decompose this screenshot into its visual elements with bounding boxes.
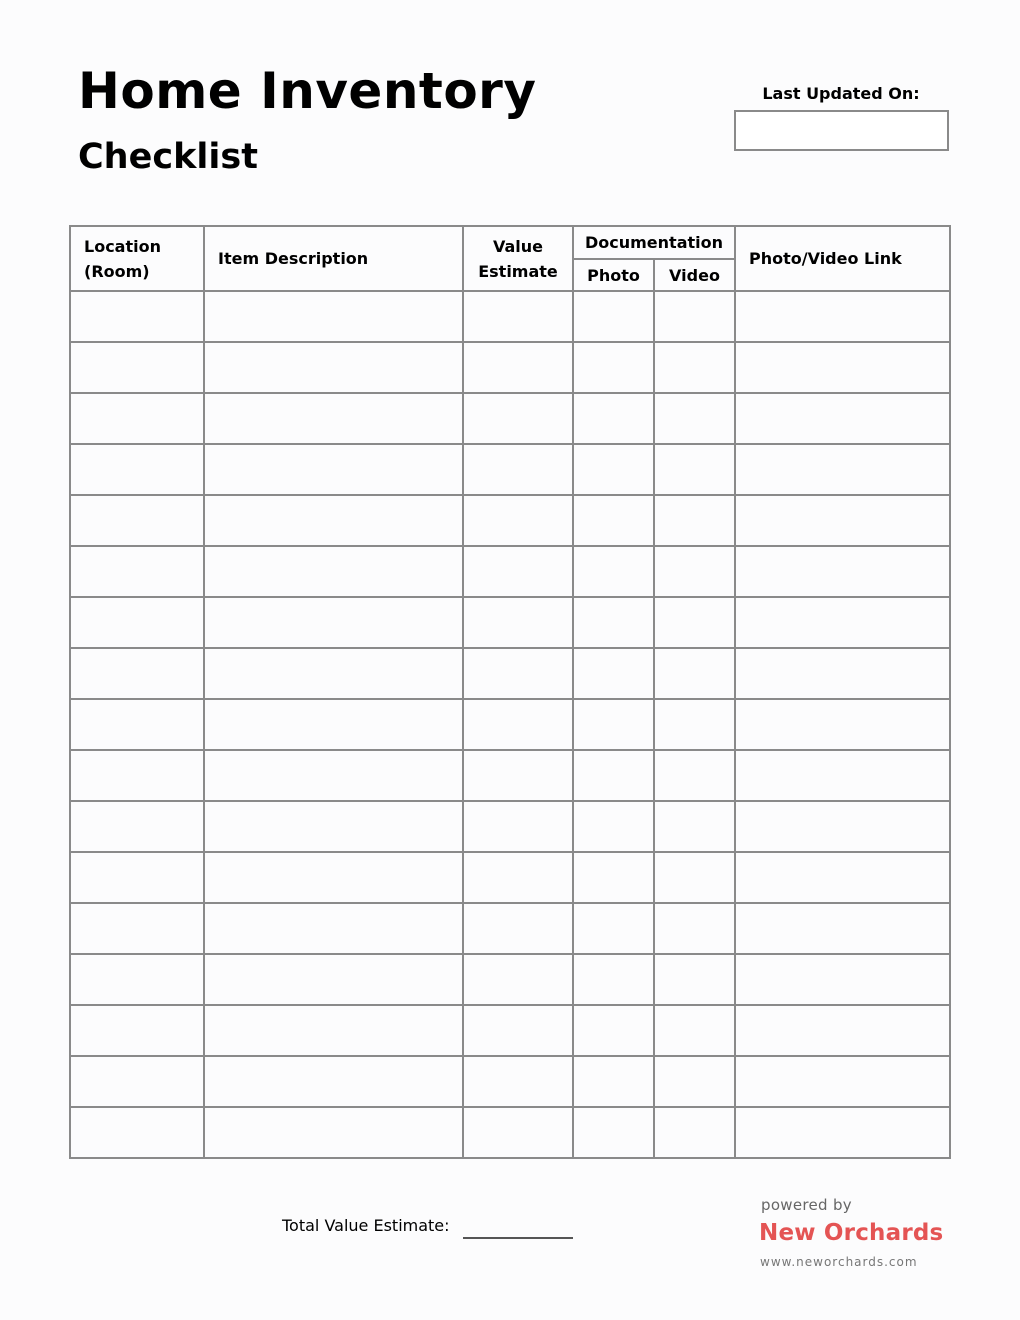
table-row: [70, 291, 950, 342]
cell-photo[interactable]: [573, 444, 654, 495]
cell-location[interactable]: [70, 801, 204, 852]
table-row: [70, 597, 950, 648]
cell-value[interactable]: [463, 648, 573, 699]
column-header-photo-video-link: Photo/Video Link: [735, 226, 950, 291]
cell-location[interactable]: [70, 291, 204, 342]
cell-link[interactable]: [735, 1107, 950, 1158]
cell-video[interactable]: [654, 648, 735, 699]
cell-value[interactable]: [463, 1107, 573, 1158]
table-row: [70, 801, 950, 852]
cell-item[interactable]: [204, 393, 463, 444]
cell-video[interactable]: [654, 1107, 735, 1158]
cell-link[interactable]: [735, 393, 950, 444]
cell-location[interactable]: [70, 648, 204, 699]
column-header-video: Video: [654, 259, 735, 291]
cell-location[interactable]: [70, 393, 204, 444]
cell-value[interactable]: [463, 546, 573, 597]
table-row: [70, 954, 950, 1005]
table-row: [70, 903, 950, 954]
table-header: [70, 226, 950, 291]
column-header-location: [70, 226, 204, 291]
cell-video[interactable]: [654, 546, 735, 597]
cell-value[interactable]: [463, 444, 573, 495]
website-url: www.neworchards.com: [760, 1255, 918, 1269]
cell-item[interactable]: [204, 597, 463, 648]
cell-photo[interactable]: [573, 1056, 654, 1107]
table-row: [70, 1056, 950, 1107]
brand-logo: New Orchards: [759, 1220, 944, 1246]
cell-link[interactable]: [735, 699, 950, 750]
cell-location[interactable]: [70, 852, 204, 903]
cell-location[interactable]: [70, 597, 204, 648]
table-row: [70, 648, 950, 699]
table-row: [70, 1005, 950, 1056]
cell-location[interactable]: [70, 954, 204, 1005]
cell-item[interactable]: [204, 750, 463, 801]
column-header-value-line2: Estimate: [478, 261, 558, 281]
cell-photo[interactable]: [573, 801, 654, 852]
cell-value[interactable]: [463, 393, 573, 444]
table-row: [70, 1107, 950, 1158]
cell-photo[interactable]: [573, 699, 654, 750]
cell-video[interactable]: [654, 852, 735, 903]
last-updated-label: Last Updated On:: [762, 84, 920, 103]
table-body: [70, 291, 950, 1158]
total-value-label: Total Value Estimate:: [282, 1216, 450, 1235]
cell-location[interactable]: [70, 342, 204, 393]
cell-value[interactable]: [463, 597, 573, 648]
cell-value[interactable]: [463, 291, 573, 342]
cell-item[interactable]: [204, 444, 463, 495]
column-header-location-line1: Location: [84, 236, 161, 256]
table-row: [70, 342, 950, 393]
cell-video[interactable]: [654, 1056, 735, 1107]
table-row: [70, 444, 950, 495]
cell-photo[interactable]: [573, 1005, 654, 1056]
cell-location[interactable]: [70, 444, 204, 495]
cell-item[interactable]: [204, 801, 463, 852]
cell-link[interactable]: [735, 903, 950, 954]
cell-link[interactable]: [735, 342, 950, 393]
cell-location[interactable]: [70, 546, 204, 597]
cell-video[interactable]: [654, 903, 735, 954]
cell-video[interactable]: [654, 444, 735, 495]
cell-item[interactable]: [204, 1056, 463, 1107]
cell-link[interactable]: [735, 648, 950, 699]
cell-link[interactable]: [735, 444, 950, 495]
cell-photo[interactable]: [573, 546, 654, 597]
cell-item[interactable]: [204, 342, 463, 393]
cell-item[interactable]: [204, 546, 463, 597]
cell-value[interactable]: [463, 750, 573, 801]
cell-link[interactable]: [735, 1056, 950, 1107]
cell-item[interactable]: [204, 954, 463, 1005]
cell-photo[interactable]: [573, 1107, 654, 1158]
cell-photo[interactable]: [573, 903, 654, 954]
cell-photo[interactable]: [573, 750, 654, 801]
cell-item[interactable]: [204, 699, 463, 750]
cell-item[interactable]: [204, 1107, 463, 1158]
page-subtitle: Checklist: [78, 137, 258, 177]
cell-video[interactable]: [654, 495, 735, 546]
cell-value[interactable]: [463, 342, 573, 393]
cell-link[interactable]: [735, 801, 950, 852]
powered-by-text: powered by: [761, 1196, 852, 1214]
cell-value[interactable]: [463, 903, 573, 954]
table-row: [70, 750, 950, 801]
column-header-location-line2: (Room): [84, 261, 150, 281]
cell-location[interactable]: [70, 1056, 204, 1107]
table-row: [70, 393, 950, 444]
cell-value[interactable]: [463, 699, 573, 750]
column-header-item-description: Item Description: [204, 226, 463, 291]
cell-video[interactable]: [654, 1005, 735, 1056]
cell-photo[interactable]: [573, 954, 654, 1005]
cell-video[interactable]: [654, 750, 735, 801]
cell-link[interactable]: [735, 495, 950, 546]
cell-value[interactable]: [463, 852, 573, 903]
cell-link[interactable]: [735, 546, 950, 597]
cell-video[interactable]: [654, 291, 735, 342]
cell-value[interactable]: [463, 495, 573, 546]
cell-video[interactable]: [654, 393, 735, 444]
cell-location[interactable]: [70, 699, 204, 750]
cell-link[interactable]: [735, 954, 950, 1005]
total-value-field[interactable]: [463, 1237, 573, 1239]
cell-location[interactable]: [70, 1107, 204, 1158]
column-header-photo: Photo: [573, 259, 654, 291]
cell-item[interactable]: [204, 648, 463, 699]
cell-value[interactable]: [463, 1005, 573, 1056]
cell-value[interactable]: [463, 801, 573, 852]
cell-location[interactable]: [70, 1005, 204, 1056]
inventory-table: [69, 225, 951, 1159]
cell-item[interactable]: [204, 291, 463, 342]
cell-photo[interactable]: [573, 597, 654, 648]
last-updated-field[interactable]: [734, 110, 949, 151]
cell-item[interactable]: [204, 903, 463, 954]
cell-photo[interactable]: [573, 393, 654, 444]
cell-video[interactable]: [654, 597, 735, 648]
cell-photo[interactable]: [573, 495, 654, 546]
column-header-value-estimate: [463, 226, 573, 291]
cell-link[interactable]: [735, 750, 950, 801]
table-row: [70, 852, 950, 903]
cell-location[interactable]: [70, 903, 204, 954]
table-row: [70, 546, 950, 597]
cell-video[interactable]: [654, 801, 735, 852]
cell-link[interactable]: [735, 597, 950, 648]
column-header-value-line1: Value: [492, 236, 544, 256]
cell-value[interactable]: [463, 954, 573, 1005]
cell-item[interactable]: [204, 1005, 463, 1056]
column-header-documentation: Documentation: [573, 226, 735, 259]
cell-photo[interactable]: [573, 291, 654, 342]
cell-photo[interactable]: [573, 342, 654, 393]
table-row: [70, 699, 950, 750]
cell-link[interactable]: [735, 1005, 950, 1056]
cell-item[interactable]: [204, 852, 463, 903]
cell-link[interactable]: [735, 852, 950, 903]
page-title: Home Inventory: [78, 62, 537, 120]
cell-item[interactable]: [204, 495, 463, 546]
cell-video[interactable]: [654, 342, 735, 393]
cell-location[interactable]: [70, 750, 204, 801]
cell-photo[interactable]: [573, 648, 654, 699]
cell-link[interactable]: [735, 291, 950, 342]
cell-value[interactable]: [463, 1056, 573, 1107]
table-row: [70, 495, 950, 546]
cell-location[interactable]: [70, 495, 204, 546]
cell-video[interactable]: [654, 699, 735, 750]
cell-photo[interactable]: [573, 852, 654, 903]
cell-video[interactable]: [654, 954, 735, 1005]
